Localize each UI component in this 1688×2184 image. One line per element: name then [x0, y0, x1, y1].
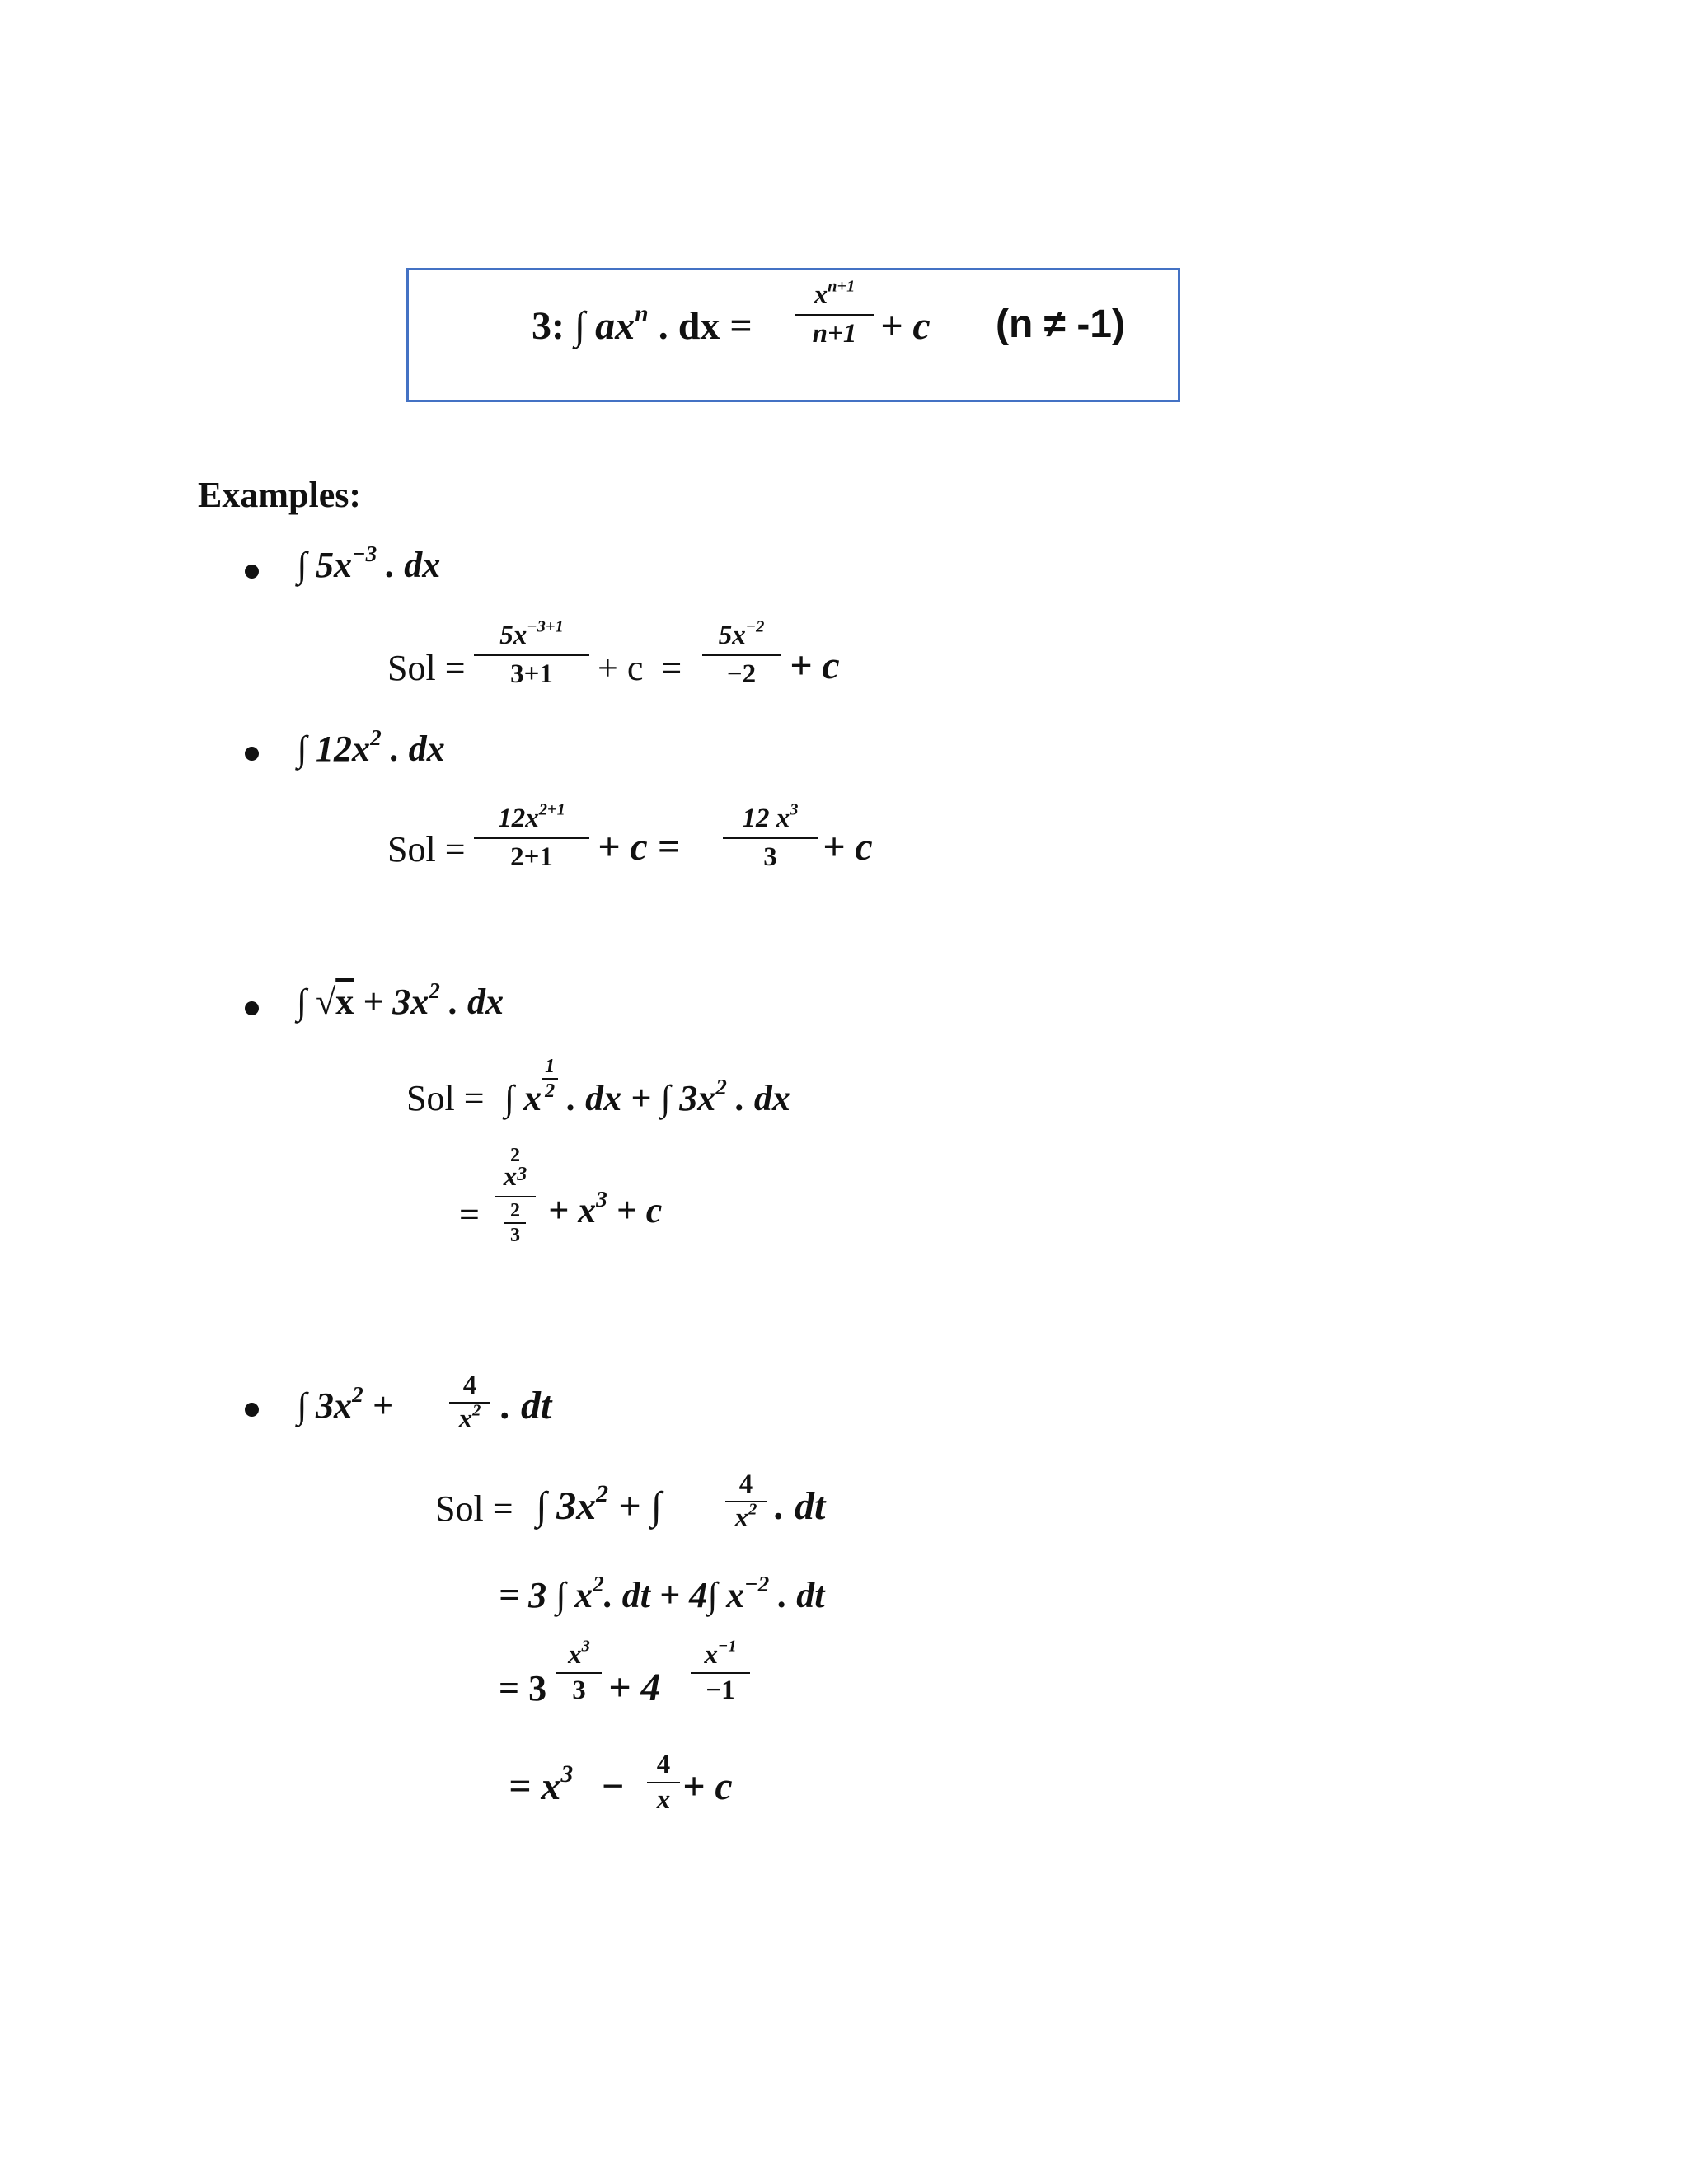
- rule-condition: (n ≠ -1): [996, 302, 1125, 346]
- ex4-line4-a: = $x^3$: [509, 1760, 574, 1808]
- bullet-3: [245, 1001, 259, 1015]
- sqrt-symbol: √x: [316, 982, 354, 1022]
- rule-fraction: $x^{n+1}$ n+1: [795, 282, 874, 348]
- ex4-line3-plus: + 4: [608, 1666, 661, 1709]
- ex3-sol-expression: ∫ x 1 2 . dx + ∫ $3x^2$ . dx: [504, 1056, 790, 1118]
- ex1-expression: ∫ $5x^{-3}$ . dx: [297, 541, 441, 585]
- ex4-line3-a: = 3: [499, 1668, 547, 1708]
- ex4-line4-minus: −: [602, 1765, 625, 1808]
- ex1-fraction-1: $5x^{-3+1}$ 3+1: [474, 622, 589, 688]
- bullet-4: [245, 1403, 259, 1417]
- ex4-expression: ∫ $3x^2$ +: [297, 1381, 393, 1426]
- ex2-expression: ∫ $12x^2$ . dx: [297, 724, 445, 769]
- ex4-line3-fraction-2: $x^{-1}$ −1: [691, 1642, 750, 1704]
- bullet-1: [245, 565, 259, 579]
- ex4-fraction: 4 $x^2$: [449, 1372, 490, 1433]
- rule-integrand: $ax^n$: [595, 300, 649, 348]
- ex1-fraction-2: $5x^{-2}$ −2: [702, 622, 781, 688]
- ex4-sol-fraction: 4 $x^2$: [725, 1471, 767, 1532]
- ex2-sol-label: Sol =: [387, 829, 466, 869]
- ex2-mid: + c =: [598, 825, 681, 869]
- ex4-sol-tail: . dt: [775, 1484, 826, 1528]
- ex4-expr-tail: . dt: [501, 1384, 552, 1427]
- ex4-line4-fraction: 4 x: [647, 1751, 680, 1814]
- ex3-end: + $x^3 + c$: [548, 1186, 663, 1230]
- examples-heading: Examples:: [198, 475, 361, 515]
- ex1-mid: + c =: [598, 648, 682, 688]
- ex4-line2: = 3 ∫ $x^2$. dt + 4∫ $x^{-2}$ . dt: [499, 1571, 825, 1615]
- ex3-equals: =: [459, 1194, 480, 1235]
- ex3-expression: ∫ $√x + 3x^2$ . dx: [297, 977, 504, 1022]
- ex4-line3-fraction-1: $x^3$ 3: [556, 1642, 602, 1704]
- rule-number: 3: ∫ $ax^n$ . dx =: [532, 300, 753, 348]
- ex3-sol-label: Sol =: [406, 1078, 485, 1118]
- ex4-sol-label: Sol =: [435, 1488, 513, 1529]
- ex2-fraction-2: 12 $x^3$ 3: [723, 805, 818, 871]
- ex4-sol-a: ∫ $3x^2$ + ∫: [536, 1480, 662, 1528]
- ex4-line4-end: + c: [682, 1765, 733, 1808]
- ex3-half-exponent: 1 2: [542, 1057, 558, 1101]
- ex2-end: + c: [823, 825, 873, 869]
- rule-plus-c: + c: [880, 304, 931, 348]
- ex1-end: + c: [790, 644, 840, 687]
- ex2-fraction-1: $12x^{2+1}$ 2+1: [474, 805, 589, 871]
- ex1-sol-label: Sol =: [387, 648, 466, 688]
- ex3-fraction: 2 x3 2 3: [495, 1146, 536, 1245]
- bullet-2: [245, 747, 259, 761]
